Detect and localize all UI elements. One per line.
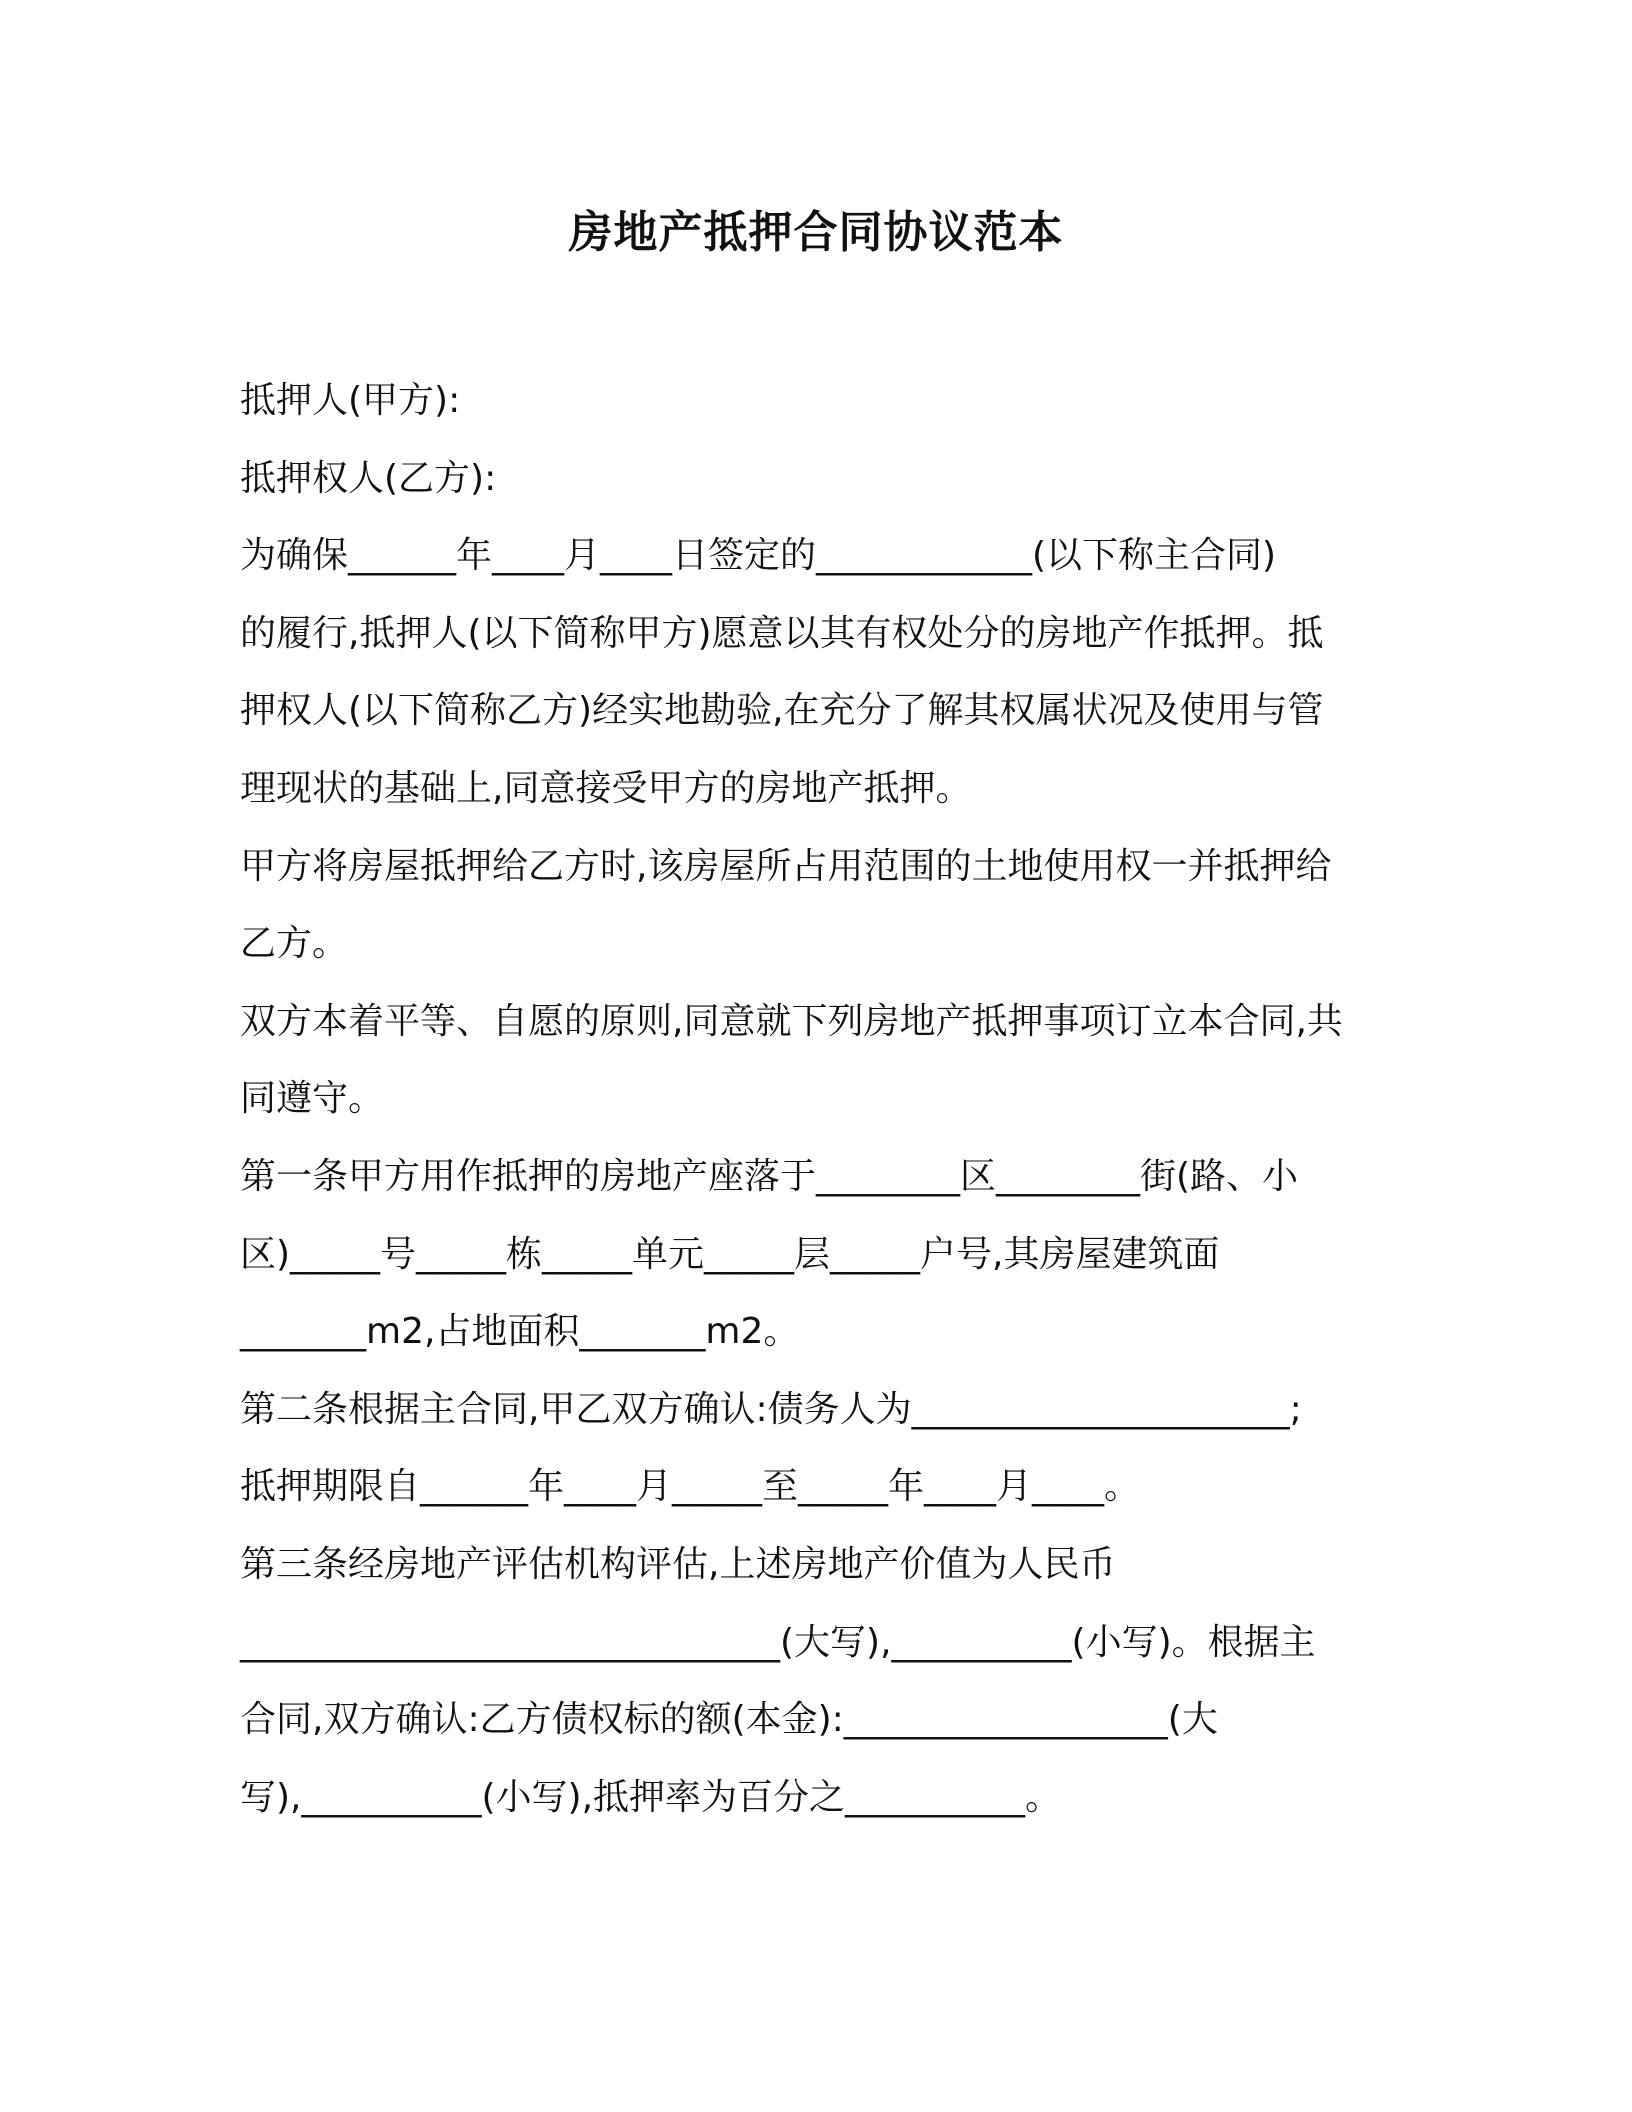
article-2-line-2: 抵押期限自______年____月_____至_____年____月____。	[240, 1466, 1141, 1508]
preamble-line-2: 的履行,抵押人(以下简称甲方)愿意以其有权处分的房地产作抵押。抵	[240, 612, 1324, 654]
preamble-line-3: 押权人(以下简称乙方)经实地勘验,在充分了解其权属状况及使用与管	[240, 690, 1324, 732]
principle-line-1: 双方本着平等、自愿的原则,同意就下列房地产抵押事项订立本合同,共	[240, 1000, 1343, 1042]
principle-line-2: 同遵守。	[240, 1078, 385, 1120]
land-use-right-line-2: 乙方。	[240, 923, 349, 965]
land-use-right-line-1: 甲方将房屋抵押给乙方时,该房屋所占用范围的土地使用权一并抵押给	[240, 845, 1332, 887]
article-1-line-3: _______m2,占地面积_______m2。	[240, 1311, 800, 1353]
preamble-line-4: 理现状的基础上,同意接受甲方的房地产抵押。	[240, 767, 972, 809]
article-1-line-1: 第一条甲方用作抵押的房地产座落于________区________街(路、小	[240, 1155, 1299, 1197]
article-2-line-1: 第二条根据主合同,甲乙双方确认:债务人为_____________________;	[240, 1388, 1302, 1430]
mortgagor-label-line: 抵押人(甲方):	[240, 380, 461, 421]
article-1-line-2: 区)_____号_____栋_____单元_____层_____户号,其房屋建筑面	[240, 1233, 1220, 1275]
article-3-line-3: 合同,双方确认:乙方债权标的额(本金):__________________(大	[240, 1699, 1218, 1741]
contract-body	[240, 362, 1400, 1836]
preamble-line-1: 为确保______年____月____日签定的____________(以下称主合同)	[240, 535, 1277, 577]
article-3-line-4: 写),__________(小写),抵押率为百分之__________。	[240, 1776, 1062, 1818]
article-3-line-2: ______________________________(大写),__________(小写)。根据主	[240, 1621, 1316, 1663]
document-title: 房地产抵押合同协议范本	[568, 207, 1064, 258]
mortgagee-label-line: 抵押权人(乙方):	[240, 457, 497, 499]
article-3-line-1: 第三条经房地产评估机构评估,上述房地产价值为人民币	[240, 1543, 1116, 1585]
